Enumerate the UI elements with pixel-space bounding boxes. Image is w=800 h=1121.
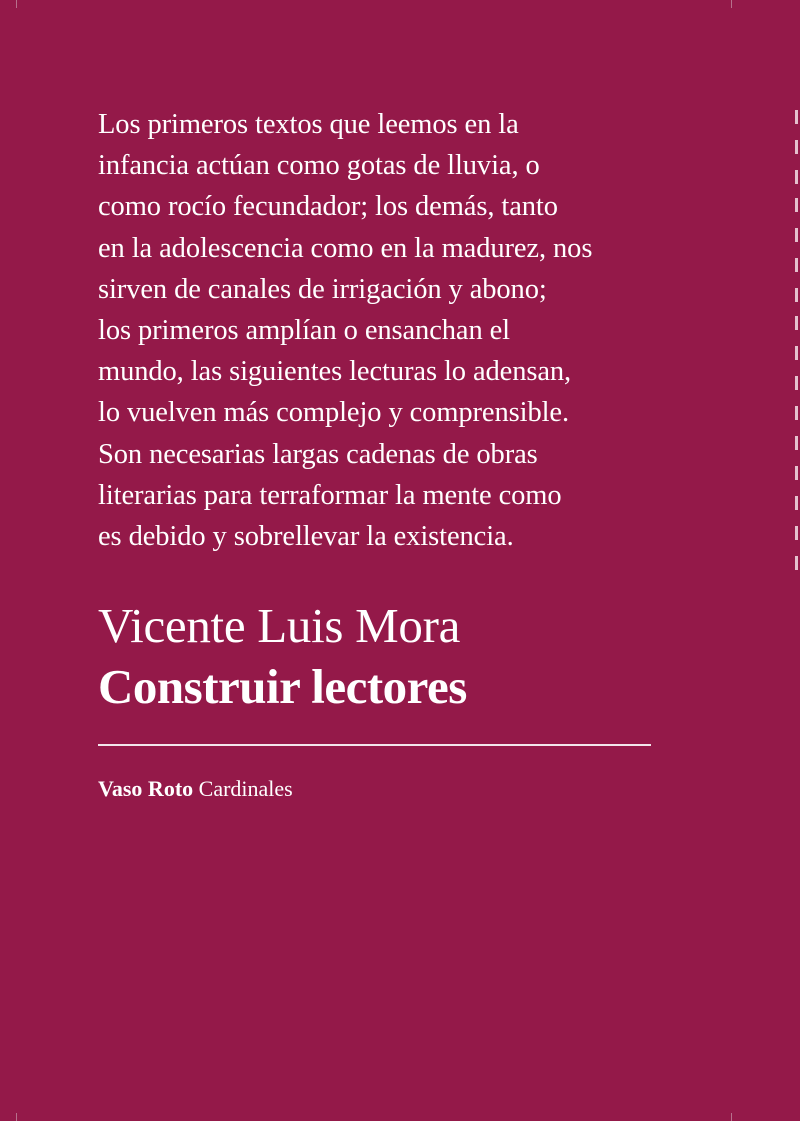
quote-line: Los primeros textos que leemos en la (98, 109, 519, 140)
spine-glyph (795, 496, 800, 510)
spine-glyph (795, 110, 800, 124)
collection-name: Cardinales (198, 776, 293, 801)
quote-line: mundo, las siguientes lecturas lo adensan, (98, 356, 572, 388)
spine-glyph (795, 556, 800, 570)
crop-mark (731, 0, 732, 8)
spine-glyph (795, 140, 800, 154)
crop-mark (731, 1113, 732, 1121)
spine-glyph (795, 170, 800, 184)
spine-text-edge (795, 110, 800, 590)
spine-glyph (795, 228, 800, 242)
spine-glyph (795, 316, 800, 330)
quote-line: Son necesarias largas cadenas de obras (98, 438, 538, 470)
quote-line: lo vuelven más complejo y comprensible. (98, 397, 569, 429)
divider-rule (98, 744, 651, 746)
quote-line: infancia actúan como gotas de lluvia, o (98, 150, 540, 182)
quote-line: literarias para terraformar la mente como (98, 479, 562, 511)
quote-line: en la adolescencia como en la madurez, nos (98, 232, 593, 264)
quote-line: como rocío fecundador; los demás, tanto (98, 191, 558, 223)
quote-line: sirven de canales de irrigación y abono; (98, 273, 547, 305)
spine-glyph (795, 526, 800, 540)
spine-glyph (795, 406, 800, 420)
spine-glyph (795, 376, 800, 390)
crop-mark (16, 0, 17, 8)
quote-line: los primeros amplían o ensanchan el (98, 315, 511, 347)
author-name: Vicente Luis Mora (98, 598, 461, 653)
spine-glyph (795, 466, 800, 480)
publisher-imprint (98, 774, 293, 804)
spine-glyph (795, 288, 800, 302)
crop-mark (16, 1113, 17, 1121)
spine-glyph (795, 258, 800, 272)
book-title: Construir lectores (98, 659, 467, 714)
spine-glyph (795, 436, 800, 450)
publisher-name: Vaso Roto (98, 776, 194, 801)
quote-line: es debido y sobrellevar la existencia. (98, 521, 514, 553)
spine-glyph (795, 346, 800, 360)
spine-glyph (795, 198, 800, 212)
back-cover-quote (98, 104, 678, 557)
